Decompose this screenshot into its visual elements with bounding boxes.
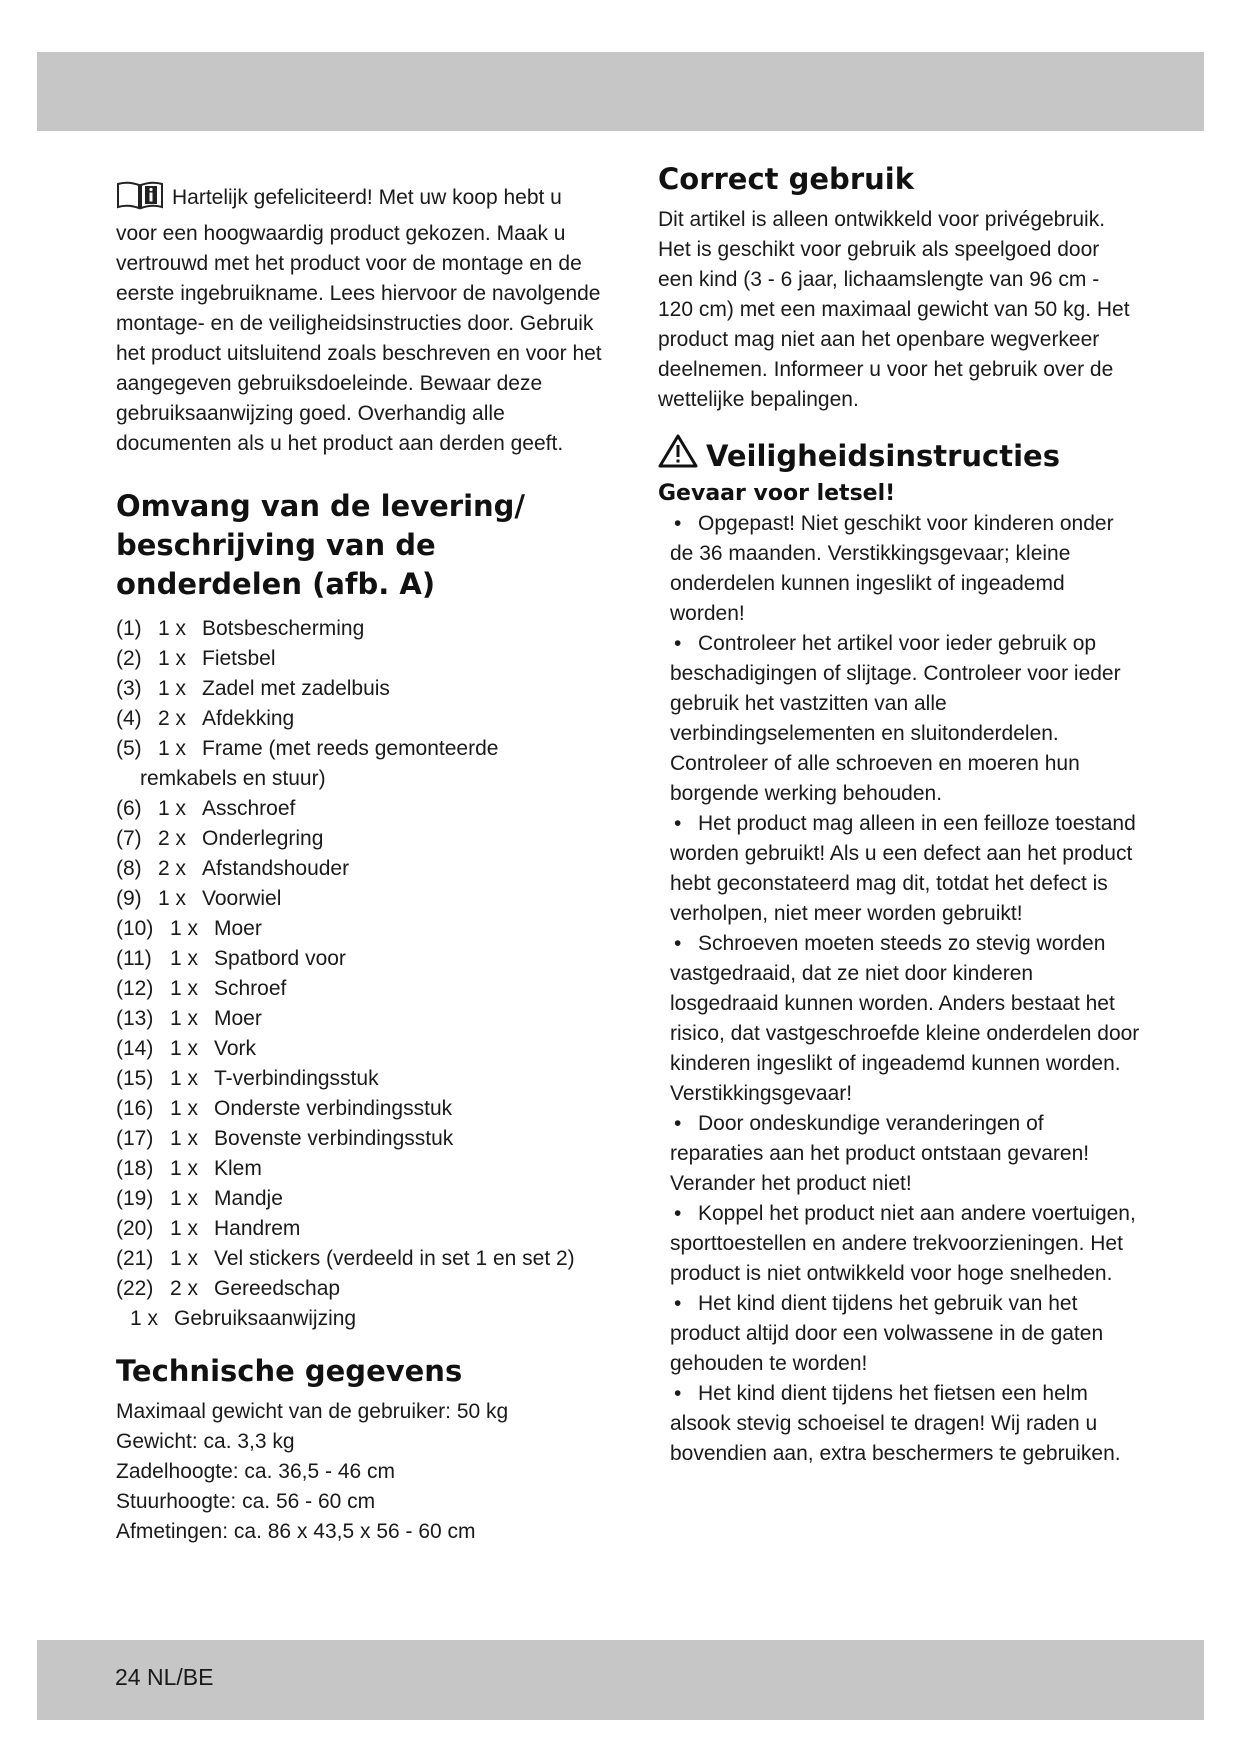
parts-list-item — [116, 1214, 602, 1244]
part-quantity: 1 x — [158, 677, 187, 700]
right-column — [658, 160, 1140, 1469]
part-number: (10) — [116, 917, 154, 940]
safety-bullet-text: Door ondeskundige veranderingen of reparaties aan het product ontstaan gevaren! Verander het product niet! — [670, 1112, 1090, 1195]
intro-paragraph — [116, 180, 602, 459]
bullet-dot-icon: • — [674, 632, 682, 655]
part-number: (1) — [116, 617, 142, 640]
part-quantity: 1 x — [158, 647, 187, 670]
parts-list-item — [116, 704, 602, 734]
parts-list-item — [116, 1184, 602, 1214]
bullet-dot-icon: • — [674, 812, 682, 835]
part-number: (11) — [116, 947, 152, 970]
bullet-dot-icon: • — [674, 1292, 682, 1315]
bullet-dot-icon: • — [674, 1382, 682, 1405]
parts-list-item — [116, 1034, 602, 1064]
part-quantity: 2 x — [158, 707, 187, 730]
part-name: Gebruiksaanwijzing — [174, 1307, 357, 1330]
parts-list-item — [116, 794, 602, 824]
safety-bullet-text: Het product mag alleen in een feilloze toestand worden gebruikt! Als u een defect aan het product hebt geconstateerd mag dit, totdat het defect is verholpen, niet meer worden gebruikt! — [670, 812, 1136, 925]
parts-list-item — [116, 614, 602, 644]
part-number: (18) — [116, 1157, 154, 1180]
parts-list-item — [116, 1304, 602, 1334]
page-number: 24 NL/BE — [115, 1664, 214, 1690]
part-quantity: 1 x — [170, 1157, 199, 1180]
safety-bullet — [658, 1289, 1140, 1379]
part-number: (3) — [116, 677, 142, 700]
part-quantity: 1 x — [170, 1097, 199, 1120]
correct-gebruik-text: Dit artikel is alleen ontwikkeld voor privégebruik. Het is geschikt voor gebruik als speelgoed door een kind (3 - 6 jaar, lichaamslengte van 96 cm - 120 cm) met een maximaal gewicht van 50 kg. Het product mag niet aan het openbare wegverkeer deelnemen. Informeer u voor het gebruik over de wettelijke bepalingen. — [658, 208, 1130, 411]
part-quantity: 1 x — [170, 1127, 199, 1150]
safety-bullet-text: Het kind dient tijdens het fietsen een helm alsook stevig schoeisel te dragen! Wij raden u bovendien aan, extra beschermers te gebruiken. — [670, 1382, 1121, 1465]
bullet-dot-icon: • — [674, 932, 682, 955]
part-number: (4) — [116, 707, 142, 730]
intro-text: Hartelijk gefeliciteerd! Met uw koop hebt u voor een hoogwaardig product gekozen. Maak u vertrouwd met het product voor de montage en de eerste ingebruikname. Lees hiervoor de navolgende montage- en de veiligheidsinstructies door. Gebruik het product uitsluitend zoals beschreven en voor het aangegeven gebruiksdoeleinde. Bewaar deze gebruiksaanwijzing goed. Overhandig alle documenten als u het product aan derden geeft. — [116, 186, 602, 455]
part-name: Bovenste verbindingsstuk — [214, 1127, 454, 1150]
parts-list-item — [116, 1274, 602, 1304]
part-name: Klem — [214, 1157, 262, 1180]
part-number: (5) — [116, 737, 142, 760]
part-number: (8) — [116, 857, 142, 880]
part-number: (17) — [116, 1127, 154, 1150]
part-name: Onderlegring — [202, 827, 324, 850]
technisch-line: Afmetingen: ca. 86 x 43,5 x 56 - 60 cm — [116, 1520, 476, 1543]
bullet-dot-icon: • — [674, 1202, 682, 1225]
parts-list-item — [116, 1064, 602, 1094]
left-column — [116, 160, 602, 1547]
part-number: (13) — [116, 1007, 154, 1030]
part-name: Mandje — [214, 1187, 283, 1210]
part-name: Onderste verbindingsstuk — [214, 1097, 453, 1120]
part-quantity: 1 x — [158, 617, 187, 640]
parts-list-item — [116, 884, 602, 914]
part-number: (16) — [116, 1097, 154, 1120]
part-quantity: 1 x — [170, 977, 199, 1000]
parts-list-item — [116, 944, 602, 974]
technisch-line: Maximaal gewicht van de gebruiker: 50 kg — [116, 1400, 509, 1423]
part-number: (20) — [116, 1217, 154, 1240]
part-quantity: 1 x — [130, 1307, 159, 1330]
safety-bullet-text: Het kind dient tijdens het gebruik van het product altijd door een volwassene in de gaten gehouden te worden! — [670, 1292, 1104, 1375]
part-name: Spatbord voor — [214, 947, 346, 970]
part-name: Asschroef — [202, 797, 296, 820]
parts-list-item — [116, 854, 602, 884]
parts-list-item — [116, 674, 602, 704]
part-quantity: 1 x — [158, 887, 187, 910]
gevaar-subheading: Gevaar voor letsel! — [658, 481, 896, 506]
technisch-list — [116, 1397, 602, 1547]
warning-triangle-icon — [658, 433, 698, 479]
part-number: (12) — [116, 977, 154, 1000]
technisch-line: Zadelhoogte: ca. 36,5 - 46 cm — [116, 1460, 395, 1483]
part-name: Gereedschap — [214, 1277, 341, 1300]
safety-bullet — [658, 1109, 1140, 1199]
part-name: Frame (met reeds gemonteerde — [202, 737, 499, 760]
part-quantity: 1 x — [170, 1007, 199, 1030]
parts-list-item — [116, 914, 602, 944]
part-name: Fietsbel — [202, 647, 276, 670]
part-quantity: 1 x — [158, 737, 187, 760]
part-name: Vork — [214, 1037, 257, 1060]
part-number: (7) — [116, 827, 142, 850]
part-name: Vel stickers (verdeeld in set 1 en set 2) — [214, 1247, 575, 1270]
part-quantity: 1 x — [170, 1067, 199, 1090]
veiligheid-heading — [658, 433, 1140, 479]
safety-bullet-text: Controleer het artikel voor ieder gebruik op beschadigingen of slijtage. Controleer voor ieder gebruik het vastzitten van alle verbindingselementen en sluitonderdelen. Controleer of alle schroeven en moeren hun borgende werking behouden. — [670, 632, 1121, 805]
part-name: Moer — [214, 1007, 262, 1030]
part-quantity: 1 x — [170, 1037, 199, 1060]
part-number: (2) — [116, 647, 142, 670]
part-name: Afstandshouder — [202, 857, 350, 880]
safety-bullet — [658, 929, 1140, 1109]
parts-list-item — [116, 974, 602, 1004]
correct-gebruik-heading: Correct gebruik — [658, 162, 914, 196]
safety-bullet — [658, 1199, 1140, 1289]
parts-list-item — [116, 1004, 602, 1034]
part-quantity: 2 x — [170, 1277, 199, 1300]
parts-list — [116, 614, 602, 1334]
safety-bullet — [658, 809, 1140, 929]
part-quantity: 1 x — [170, 1187, 199, 1210]
part-name: T-verbindingsstuk — [214, 1067, 379, 1090]
technisch-line: Gewicht: ca. 3,3 kg — [116, 1430, 295, 1453]
part-number: (22) — [116, 1277, 154, 1300]
part-name: Handrem — [214, 1217, 301, 1240]
part-name: Afdekking — [202, 707, 295, 730]
parts-list-item — [116, 1244, 602, 1274]
part-quantity: 1 x — [170, 917, 199, 940]
parts-list-item — [116, 1124, 602, 1154]
part-name-continued: remkabels en stuur) — [140, 767, 326, 790]
safety-bullet — [658, 1379, 1140, 1469]
parts-list-item — [116, 644, 602, 674]
parts-list-item — [116, 824, 602, 854]
parts-list-item — [116, 1154, 602, 1184]
bullet-dot-icon: • — [674, 512, 682, 535]
footer-bar — [37, 1640, 1204, 1720]
safety-bullet-text: Schroeven moeten steeds zo stevig worden vastgedraaid, dat ze niet door kinderen losgedraaid kunnen worden. Anders bestaat het risico, dat vastgeschroefde kleine onderdelen door kinderen ingeslikt of ingeademd kunnen worden. Verstikkingsgevaar! — [670, 932, 1140, 1105]
part-quantity: 1 x — [158, 797, 187, 820]
part-number: (19) — [116, 1187, 154, 1210]
parts-list-item — [116, 734, 602, 794]
part-number: (21) — [116, 1247, 154, 1270]
levering-heading: Omvang van de levering/ beschrijving van de onderdelen (afb. A) — [116, 489, 526, 601]
safety-bullet — [658, 629, 1140, 809]
veiligheid-title: Veiligheidsinstructies — [706, 438, 1060, 473]
safety-bullet — [658, 509, 1140, 629]
safety-bullet-text: Koppel het product niet aan andere voertuigen, sporttoestellen en andere trekvoorzieningen. Het product is niet ontwikkeld voor hoge snelheden. — [670, 1202, 1136, 1285]
part-number: (9) — [116, 887, 142, 910]
part-number: (14) — [116, 1037, 154, 1060]
technisch-heading: Technische gegevens — [116, 1354, 463, 1388]
part-number: (15) — [116, 1067, 154, 1090]
part-name: Voorwiel — [202, 887, 282, 910]
safety-bullet-list — [658, 509, 1140, 1469]
bullet-dot-icon: • — [674, 1112, 682, 1135]
part-quantity: 1 x — [170, 947, 199, 970]
part-quantity: 1 x — [170, 1217, 199, 1240]
header-bar — [37, 52, 1204, 131]
part-name: Zadel met zadelbuis — [202, 677, 390, 700]
part-quantity: 1 x — [170, 1247, 199, 1270]
part-quantity: 2 x — [158, 827, 187, 850]
part-name: Schroef — [214, 977, 287, 1000]
part-quantity: 2 x — [158, 857, 187, 880]
part-name: Moer — [214, 917, 262, 940]
parts-list-item — [116, 1094, 602, 1124]
book-info-icon — [116, 180, 164, 219]
part-number: (6) — [116, 797, 142, 820]
part-name: Botsbescherming — [202, 617, 365, 640]
technisch-line: Stuurhoogte: ca. 56 - 60 cm — [116, 1490, 376, 1513]
safety-bullet-text: Opgepast! Niet geschikt voor kinderen onder de 36 maanden. Verstikkingsgevaar; kleine onderdelen kunnen ingeslikt of ingeademd worden! — [670, 512, 1114, 625]
